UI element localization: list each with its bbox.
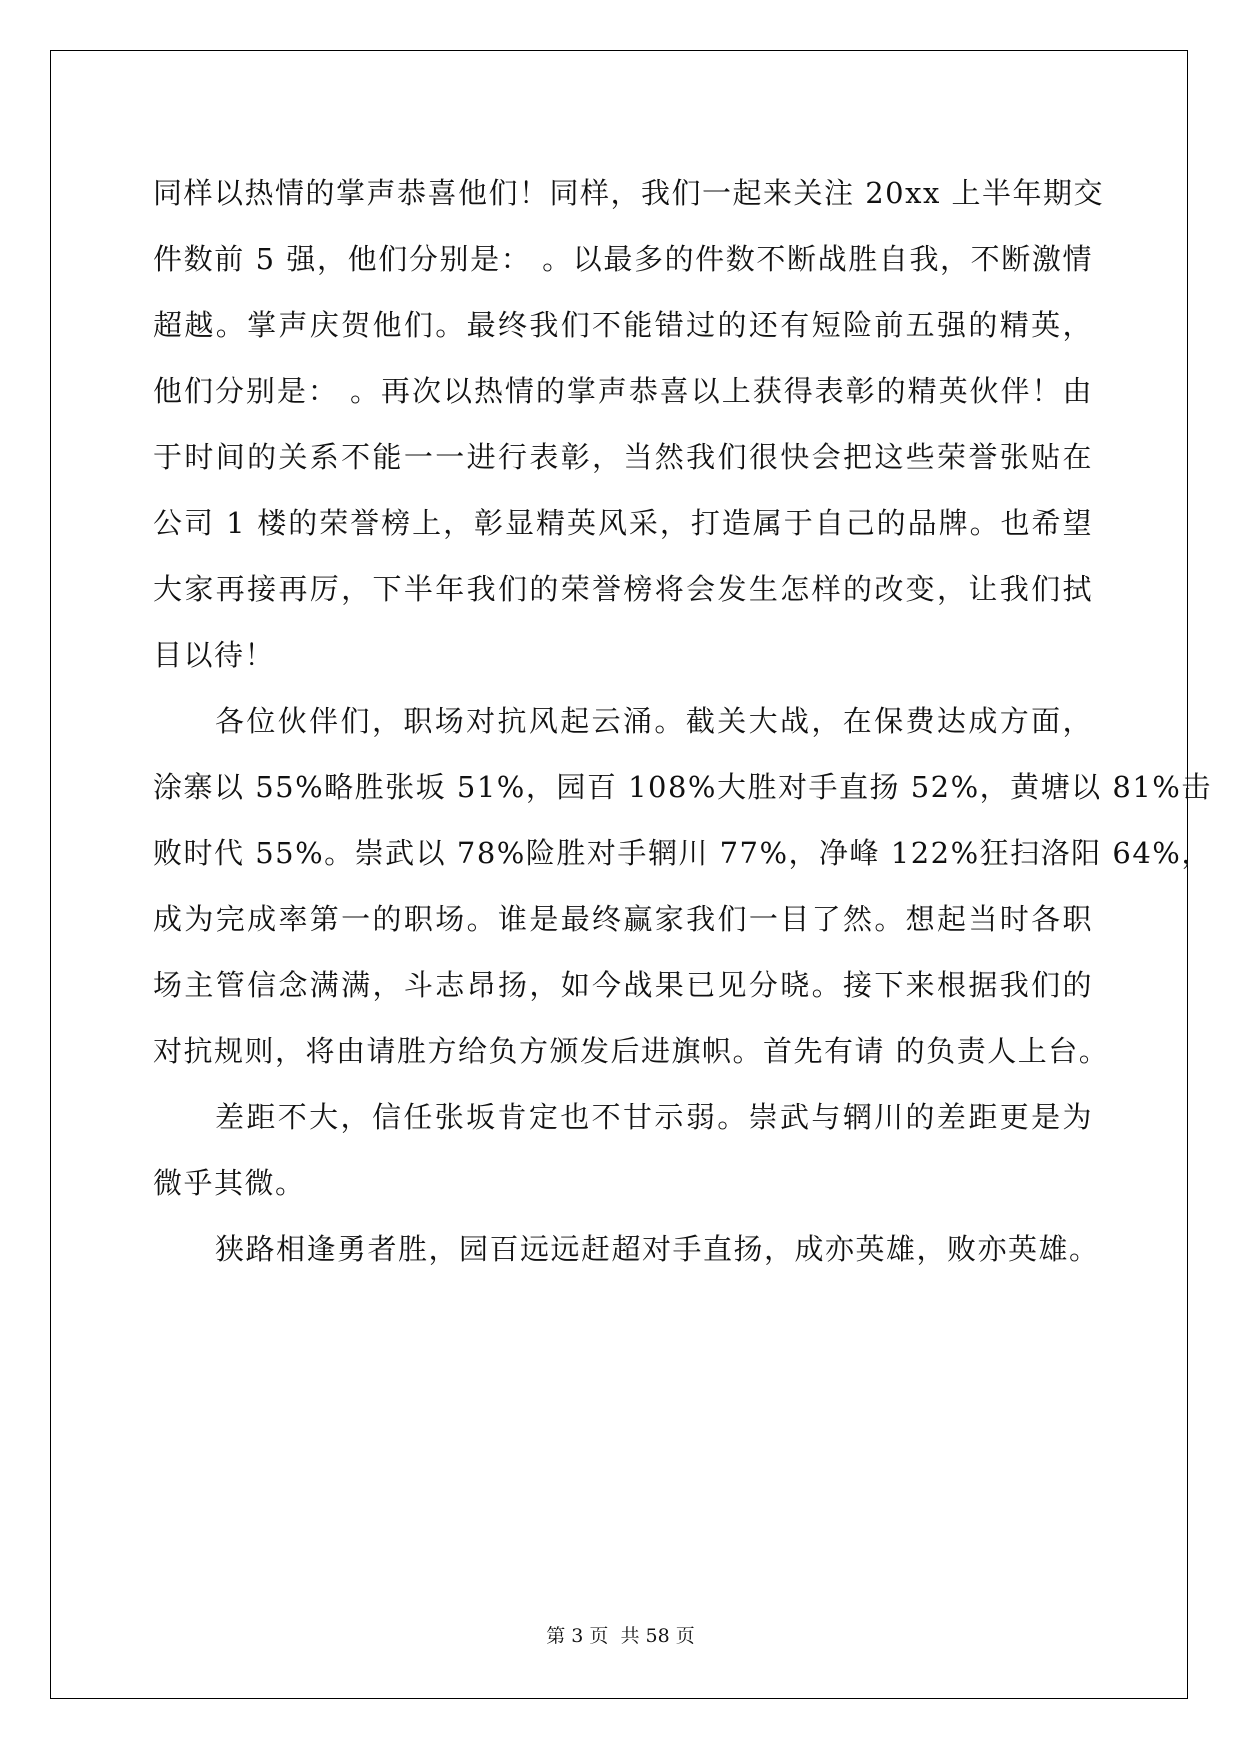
- text-line: 公司 1 楼的荣誉榜上，彰显精英风采，打造属于自己的品牌。也希望: [153, 506, 1093, 540]
- text-line: 场主管信念满满，斗志昂扬，如今战果已见分晓。接下来根据我们的: [153, 968, 1093, 1002]
- text-line: 于时间的关系不能一一进行表彰，当然我们很快会把这些荣誉张贴在: [153, 440, 1093, 474]
- text-line: 涂寨以 55%略胜张坂 51%，园百 108%大胜对手直扬 52%，黄塘以 81%击: [153, 770, 1212, 804]
- page-footer: [0, 1621, 1241, 1648]
- text-line: 狭路相逢勇者胜，园百远远赶超对手直扬，成亦英雄，败亦英雄。: [215, 1232, 1100, 1266]
- text-line: 大家再接再厉，下半年我们的荣誉榜将会发生怎样的改变，让我们拭: [153, 572, 1093, 606]
- text-line: 成为完成率第一的职场。谁是最终赢家我们一目了然。想起当时各职: [153, 902, 1093, 936]
- text-line: 他们分别是： 。再次以热情的掌声恭喜以上获得表彰的精英伙伴！由: [153, 374, 1093, 408]
- text-line: 目以待！: [153, 638, 276, 672]
- text-line: 差距不大，信任张坂肯定也不甘示弱。崇武与辋川的差距更是为: [215, 1100, 1093, 1134]
- text-line: 超越。掌声庆贺他们。最终我们不能错过的还有短险前五强的精英，: [153, 308, 1093, 342]
- text-line: 各位伙伴们，职场对抗风起云涌。截关大战，在保费达成方面，: [215, 704, 1093, 738]
- text-line: 微乎其微。: [153, 1166, 306, 1200]
- text-line: 败时代 55%。崇武以 78%险胜对手辋川 77%，净峰 122%狂扫洛阳 64%，: [153, 836, 1212, 870]
- page-number: 第 3 页: [546, 1625, 609, 1647]
- text-line: 件数前 5 强，他们分别是： 。以最多的件数不断战胜自我，不断激情: [153, 242, 1093, 276]
- text-line: 对抗规则，将由请胜方给负方颁发后进旗帜。首先有请 的负责人上台。: [153, 1034, 1110, 1068]
- document-body: [153, 160, 1212, 1282]
- total-pages: 共 58 页: [620, 1625, 695, 1647]
- text-line: 同样以热情的掌声恭喜他们！同样，我们一起来关注 20xx 上半年期交: [153, 176, 1105, 210]
